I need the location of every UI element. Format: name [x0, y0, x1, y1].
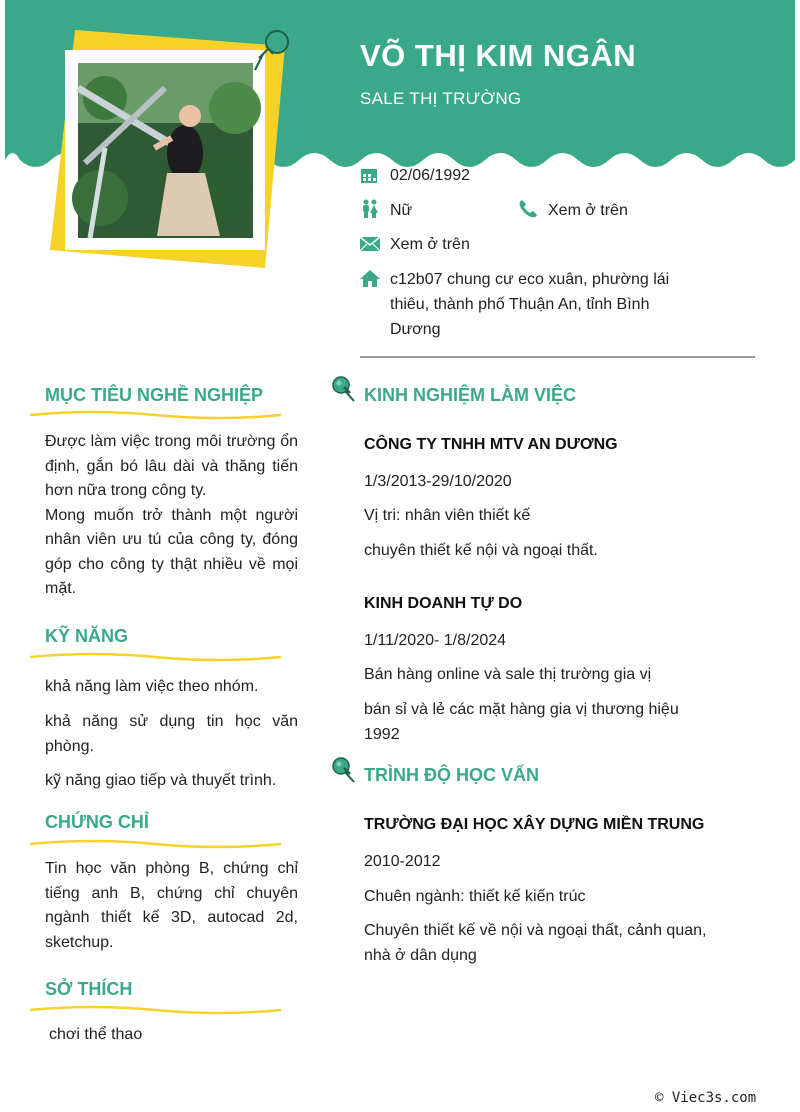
skills-underline — [28, 651, 283, 663]
email-icon — [360, 235, 380, 255]
calendar-icon — [360, 166, 380, 186]
certificates-title: CHỨNG CHỈ — [45, 812, 149, 832]
education-title: TRÌNH ĐỘ HỌC VẤN — [364, 765, 539, 785]
objective-paragraph-1: Được làm việc trong môi trường ổn định, gắn bó lâu dài và thăng tiến hơn nữa trong công ty. — [45, 433, 298, 499]
footer-credit: © Viec3s.com — [655, 1090, 757, 1106]
job-period: 1/3/2013-29/10/2020 — [364, 473, 512, 490]
job-description: chuyên thiết kế nội và ngoại thất. — [364, 542, 598, 559]
job-description — [364, 697, 744, 747]
school-name: TRƯỜNG ĐẠI HỌC XÂY DỰNG MIỀN TRUNG — [364, 816, 705, 833]
hobbies-text: chơi thể thao — [49, 1026, 143, 1043]
skill-item: khả năng làm việc theo nhóm. — [45, 678, 259, 695]
job-company: KINH DOANH TỰ DO — [364, 595, 523, 612]
profile-photo — [72, 63, 261, 238]
pushpin-icon — [330, 375, 356, 403]
candidate-name: VÕ THỊ KIM NGÂN — [360, 38, 637, 73]
objective-text — [45, 430, 298, 602]
home-icon — [360, 269, 380, 289]
education-period: 2010-2012 — [364, 853, 441, 870]
pushpin-icon — [330, 756, 356, 784]
phone: Xem ở trên — [548, 202, 628, 219]
education-major: Chuên ngành: thiết kế kiến trúc — [364, 888, 586, 905]
certificates-text: Tin học văn phòng B, chứng chỉ tiếng anh B, chứng chỉ chuyên ngành thiết kế 3D, autocad 2d, sketchup. — [45, 860, 298, 951]
job-description-line: 1992 — [364, 726, 400, 743]
contact-divider — [360, 356, 755, 358]
job-company: CÔNG TY TNHH MTV AN DƯƠNG — [364, 436, 618, 453]
skill-item: kỹ năng giao tiếp và thuyết trình. — [45, 772, 277, 789]
objective-paragraph-2: Mong muốn trở thành một người nhân viên ưu tú của công ty, đóng góp cho công ty thật nhiều về mọi mặt. — [45, 506, 298, 597]
birthday: 02/06/1992 — [390, 167, 471, 184]
objective-title: MỤC TIÊU NGHỀ NGHIỆP — [45, 385, 264, 405]
gender-icon — [360, 199, 380, 219]
job-position: Vị tri: nhân viên thiết kế — [364, 507, 531, 524]
address — [390, 267, 710, 342]
job-position: Bán hàng online và sale thị trường gia vị — [364, 666, 652, 683]
hobbies-underline — [28, 1004, 283, 1016]
job-title: SALE THỊ TRƯỜNG — [360, 89, 522, 108]
education-description-line: Chuyên thiết kế về nội và ngoại thất, cảnh quan, — [364, 922, 707, 939]
skill-item: khả năng sử dụng tin học văn phòng. — [45, 713, 298, 755]
job-period: 1/11/2020- 1/8/2024 — [364, 632, 507, 649]
email: Xem ở trên — [390, 236, 470, 253]
education-description-line: nhà ở dân dụng — [364, 947, 477, 964]
address-line-3: Dương — [390, 321, 441, 338]
phone-icon — [518, 199, 538, 219]
objective-underline — [28, 409, 283, 421]
address-line-1: c12b07 chung cư eco xuân, phường lái — [390, 271, 670, 288]
skills-title: KỸ NĂNG — [45, 626, 129, 646]
address-line-2: thiêu, thành phố Thuận An, tỉnh Bình — [390, 296, 650, 313]
hobbies-title: SỞ THÍCH — [45, 979, 133, 999]
profile-photo-frame — [45, 28, 290, 273]
experience-title: KINH NGHIỆM LÀM VIỆC — [364, 385, 577, 405]
job-description-line: bán sỉ và lẻ các mặt hàng gia vị thương hiệu — [364, 701, 679, 718]
education-description — [364, 918, 744, 968]
gender: Nữ — [390, 202, 413, 219]
certificates-underline — [28, 838, 283, 850]
